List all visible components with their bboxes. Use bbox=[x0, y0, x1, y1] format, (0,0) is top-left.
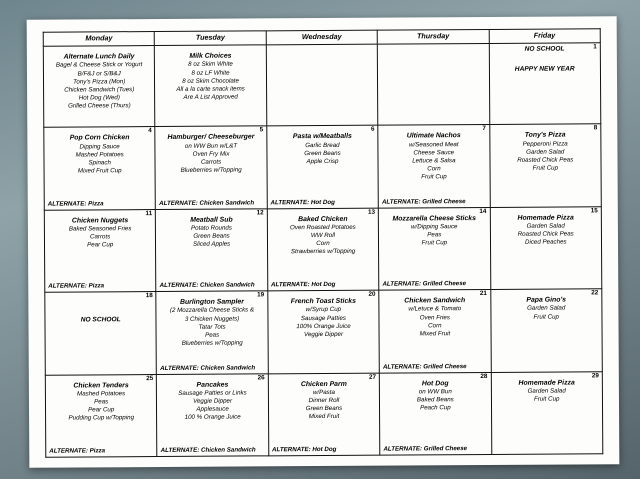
entree-title: Chicken Tenders bbox=[73, 381, 129, 390]
day-number: 5 bbox=[259, 126, 264, 134]
menu-line: Garden Salad bbox=[527, 387, 566, 395]
menu-line: NO SCHOOL bbox=[80, 316, 121, 324]
day-cell-content bbox=[380, 372, 491, 454]
alternate-note: ALTERNATE: Grilled Cheese bbox=[382, 280, 467, 288]
menu-line: Blueberries w/Topping bbox=[181, 339, 243, 347]
day-header-thursday: Thursday bbox=[377, 29, 488, 44]
menu-line: Baked Seasoned Fries bbox=[68, 225, 132, 233]
entree-title: Ultimate Nachos bbox=[406, 132, 461, 140]
day-number: 8 bbox=[593, 124, 598, 132]
day-cell-content bbox=[378, 44, 489, 125]
alternate-note: ALTERNATE: Pizza bbox=[48, 282, 105, 290]
day-cell-content bbox=[156, 209, 267, 291]
menu-line: w/Letuce & Tomato bbox=[408, 305, 462, 313]
entree-title: Homemade Pizza bbox=[518, 378, 575, 387]
calendar-day-cell bbox=[491, 371, 603, 454]
alternate-note: ALTERNATE: Chicken Sandwich bbox=[160, 446, 256, 454]
menu-items bbox=[46, 61, 153, 110]
menu-line: Chicken Sandwich (Tues) bbox=[64, 85, 135, 94]
day-cell-content bbox=[156, 127, 267, 209]
entree-title: Burlington Sampler bbox=[179, 298, 244, 306]
calendar-sheet bbox=[43, 28, 604, 457]
menu-line: Fruit Cup bbox=[533, 313, 559, 321]
menu-line: Carrots bbox=[89, 233, 111, 241]
menu-line: Oven Fry Mix bbox=[192, 150, 230, 158]
menu-line: Tony's Pizza (Mon) bbox=[73, 77, 126, 86]
entree-title: Milk Choices bbox=[189, 52, 232, 60]
menu-items bbox=[48, 390, 155, 423]
menu-items bbox=[271, 389, 378, 422]
menu-line: WW Roll bbox=[310, 232, 335, 240]
entree-title: Hot Dog bbox=[421, 379, 449, 387]
menu-items bbox=[269, 141, 376, 166]
menu-line: NO SCHOOL bbox=[524, 45, 565, 53]
calendar-day-cell bbox=[43, 46, 155, 128]
menu-line: Sausage Patties bbox=[300, 314, 346, 322]
calendar-week-row bbox=[43, 43, 600, 128]
menu-line: Green Beans bbox=[305, 404, 343, 413]
entree-title: Mozzarella Cheese Sticks bbox=[392, 214, 476, 223]
menu-line: Garden Salad bbox=[526, 148, 565, 156]
menu-line: Pear Cup bbox=[87, 241, 114, 249]
menu-line: Bagel & Cheese Stick or Yogurt bbox=[55, 61, 143, 70]
day-number: 1 bbox=[593, 43, 597, 51]
day-number: 26 bbox=[257, 373, 265, 381]
day-number: 7 bbox=[482, 125, 486, 133]
menu-line: Pear Cup bbox=[88, 406, 115, 414]
alternate-note: ALTERNATE: Hot Dog bbox=[272, 445, 337, 454]
day-cell-content bbox=[379, 290, 490, 372]
day-header-monday: Monday bbox=[43, 32, 154, 47]
calendar-day-cell bbox=[378, 207, 490, 290]
menu-line: Mixed Fruit bbox=[419, 329, 451, 338]
menu-line: Blueberries w/Topping bbox=[180, 166, 242, 174]
entree-title: Pop Corn Chicken bbox=[69, 134, 130, 142]
menu-line: Mashed Potatoes bbox=[75, 150, 124, 159]
menu-line: Peas bbox=[427, 231, 442, 239]
menu-items bbox=[492, 222, 599, 247]
menu-items bbox=[47, 225, 154, 250]
day-number: 19 bbox=[257, 291, 265, 299]
calendar-day-cell bbox=[490, 206, 602, 289]
day-header-friday: Friday bbox=[489, 29, 601, 44]
menu-line: Oven Fries bbox=[419, 313, 450, 321]
day-number: 29 bbox=[591, 371, 599, 379]
day-cell-content bbox=[378, 125, 489, 207]
day-cell-content bbox=[268, 291, 379, 373]
alternate-note: ALTERNATE: Hot Dog bbox=[271, 280, 336, 289]
menu-line: All a la carte snack items bbox=[176, 85, 245, 93]
day-cell-content bbox=[157, 291, 268, 373]
menu-line bbox=[491, 54, 597, 65]
alternate-note: ALTERNATE: Pizza bbox=[47, 199, 104, 208]
menu-items bbox=[492, 140, 599, 173]
menu-items bbox=[270, 224, 377, 257]
calendar-day-cell bbox=[378, 125, 490, 208]
calendar-day-cell bbox=[155, 45, 267, 127]
menu-line: Peach Cup bbox=[420, 404, 451, 412]
menu-line: Mixed Fruit Cup bbox=[77, 167, 122, 175]
day-cell-content bbox=[45, 292, 156, 374]
menu-line: Baked Beans bbox=[416, 396, 454, 404]
calendar-day-cell bbox=[490, 289, 602, 372]
calendar-day-cell bbox=[267, 125, 379, 208]
calendar-day-cell bbox=[155, 126, 267, 209]
day-number: 13 bbox=[367, 208, 376, 216]
menu-line: Strawberries w/Topping bbox=[290, 248, 356, 256]
menu-line: Fruit Cup bbox=[421, 239, 448, 247]
day-cell-content bbox=[45, 210, 156, 292]
entree-title: Homemade Pizza bbox=[517, 214, 574, 222]
day-cell-content bbox=[491, 372, 602, 454]
menu-line: w/Dipping Sauce bbox=[411, 223, 458, 231]
day-cell-content bbox=[489, 43, 600, 124]
entree-title: Meatball Sub bbox=[190, 216, 233, 224]
day-number: 28 bbox=[480, 372, 488, 380]
calendar-day-cell bbox=[379, 372, 491, 455]
menu-line: Corn bbox=[427, 165, 441, 173]
menu-line: Carrots bbox=[200, 158, 222, 166]
calendar-day-cell bbox=[44, 127, 156, 210]
menu-line: Veggie Dipper bbox=[304, 330, 344, 338]
menu-line: B/F&J or S/B&J bbox=[77, 69, 121, 77]
menu-line: w/Syrup Cup bbox=[305, 306, 342, 314]
day-cell-content bbox=[268, 208, 379, 290]
day-cell-content bbox=[491, 289, 602, 371]
calendar-day-cell bbox=[45, 374, 157, 457]
calendar-day-cell bbox=[266, 44, 378, 126]
menu-line: Pepperoni Pizza bbox=[522, 140, 568, 148]
day-cell-content bbox=[155, 45, 266, 126]
menu-line: Grilled Cheese (Thurs) bbox=[68, 102, 131, 110]
menu-line: Applesauce bbox=[196, 405, 229, 413]
day-cell-content bbox=[269, 373, 380, 455]
menu-line: w/Seasoned Meat bbox=[408, 140, 459, 149]
calendar-day-cell bbox=[45, 292, 157, 375]
day-number: 18 bbox=[145, 292, 153, 300]
calendar-day-cell bbox=[267, 208, 379, 291]
calendar-day-cell bbox=[268, 373, 380, 456]
calendar-day-cell bbox=[379, 290, 491, 373]
menu-line: Dinner Roll bbox=[308, 396, 340, 405]
menu-items bbox=[158, 142, 265, 175]
day-number: 22 bbox=[591, 289, 599, 297]
day-number: 15 bbox=[590, 206, 598, 214]
menu-line: 8 oz Skim Chocolate bbox=[182, 77, 239, 85]
day-number: 25 bbox=[146, 374, 154, 382]
day-number: 12 bbox=[256, 208, 264, 217]
menu-line: (2 Mozzarella Cheese Sticks & bbox=[169, 306, 255, 315]
menu-line: Garden Salad bbox=[526, 222, 565, 230]
menu-line: on WW Bun w/L&T bbox=[184, 142, 238, 150]
menu-line: Roasted Chick Peas bbox=[517, 230, 574, 238]
day-header-tuesday: Tuesday bbox=[155, 31, 266, 46]
entree-title: Pasta w/Meatballs bbox=[292, 133, 352, 141]
alternate-note: ALTERNATE: Grilled Cheese bbox=[382, 362, 467, 371]
menu-line: Tatar Tots bbox=[198, 323, 226, 331]
menu-items bbox=[270, 306, 377, 339]
menu-items bbox=[159, 307, 266, 348]
menu-line: 100 % Orange Juice bbox=[184, 413, 241, 422]
menu-items bbox=[382, 388, 489, 413]
menu-line: 100% Orange Juice bbox=[296, 322, 351, 330]
menu-line: Dipping Sauce bbox=[79, 142, 120, 151]
calendar-week-row bbox=[45, 289, 602, 375]
menu-line: on WW Bun bbox=[418, 388, 452, 396]
menu-line: w/Pasta bbox=[312, 388, 335, 396]
calendar-day-cell bbox=[489, 124, 601, 207]
calendar-day-cell bbox=[489, 43, 601, 125]
entree-title: French Toast Sticks bbox=[290, 297, 356, 306]
menu-line: Veggie Dipper bbox=[193, 397, 233, 405]
alternate-note: ALTERNATE: Chicken Sandwich bbox=[160, 363, 256, 372]
menu-line: Green Beans bbox=[193, 232, 230, 240]
menu-line: Are A List Approved bbox=[183, 93, 238, 101]
menu-line: Roasted Chick Peas bbox=[517, 156, 574, 164]
menu-line: 8 oz Skim White bbox=[188, 60, 233, 69]
menu-line: Corn bbox=[316, 240, 330, 248]
menu-line: Mashed Potatoes bbox=[77, 390, 126, 398]
menu-line: Potato Rounds bbox=[191, 224, 232, 232]
calendar-day-cell bbox=[156, 291, 268, 374]
menu-items bbox=[381, 141, 488, 182]
menu-line: 8 oz LF White bbox=[191, 69, 230, 77]
day-number: 4 bbox=[148, 127, 152, 135]
menu-line: Lettuce & Salsa bbox=[412, 156, 456, 165]
lunch-menu-calendar bbox=[43, 28, 604, 457]
day-cell-content bbox=[46, 375, 157, 457]
calendar-week-row bbox=[44, 124, 601, 210]
alternate-note: ALTERNATE: Chicken Sandwich bbox=[159, 199, 255, 207]
no-school-note bbox=[491, 44, 598, 75]
menu-line: Green Beans bbox=[304, 149, 341, 157]
menu-line: Peas bbox=[94, 398, 109, 406]
day-number: 14 bbox=[479, 207, 487, 215]
day-cell-content bbox=[490, 124, 601, 206]
entree-title: Chicken Nuggets bbox=[71, 216, 129, 225]
menu-items bbox=[158, 224, 265, 249]
menu-items bbox=[157, 61, 264, 102]
menu-paper bbox=[27, 16, 620, 468]
day-cell-content bbox=[157, 374, 268, 456]
menu-items bbox=[493, 387, 600, 404]
menu-line: Diced Peaches bbox=[524, 238, 567, 246]
menu-line: Mixed Fruit bbox=[308, 413, 340, 421]
calendar-day-cell bbox=[44, 209, 156, 292]
menu-line: Garlic Bread bbox=[305, 141, 340, 149]
alternate-note: ALTERNATE: Chicken Sandwich bbox=[159, 281, 255, 290]
day-cell-content bbox=[267, 126, 378, 208]
day-cell-content bbox=[44, 46, 155, 127]
menu-line: Hot Dog (Wed) bbox=[78, 94, 120, 102]
menu-items bbox=[381, 223, 488, 248]
menu-line: Peas bbox=[205, 331, 220, 339]
alternate-note: ALTERNATE: Grilled Cheese bbox=[383, 445, 468, 453]
day-cell-content bbox=[379, 208, 490, 290]
entree-title: Tony's Pizza bbox=[524, 131, 566, 139]
day-number: 20 bbox=[368, 290, 376, 298]
entree-title: Baked Chicken bbox=[298, 215, 348, 223]
calendar-body bbox=[43, 43, 603, 457]
entree-title: Papa Gino's bbox=[526, 296, 566, 304]
alternate-note: ALTERNATE: Hot Dog bbox=[270, 198, 335, 206]
day-cell-content bbox=[44, 127, 155, 209]
entree-title: Alternate Lunch Daily bbox=[63, 53, 135, 61]
calendar-day-cell bbox=[156, 208, 268, 291]
menu-line: Sausage Patties or Links bbox=[178, 389, 247, 397]
calendar-day-cell bbox=[268, 290, 380, 373]
menu-items bbox=[46, 143, 153, 176]
calendar-week-row bbox=[44, 206, 601, 292]
menu-line: Garden Salad bbox=[527, 304, 566, 313]
day-cell-content bbox=[490, 207, 601, 289]
alternate-note: ALTERNATE: Grilled Cheese bbox=[381, 197, 466, 206]
menu-line: Fruit Cup bbox=[532, 164, 559, 172]
menu-line: Corn bbox=[428, 321, 442, 330]
day-header-wednesday: Wednesday bbox=[266, 30, 377, 45]
calendar-day-cell bbox=[377, 43, 489, 125]
menu-line: Cheese Sauce bbox=[413, 148, 455, 157]
entree-title: Chicken Sandwich bbox=[404, 297, 466, 305]
day-number: 6 bbox=[370, 125, 375, 133]
calendar-day-cell bbox=[157, 373, 269, 456]
menu-line: Sliced Apples bbox=[192, 240, 231, 249]
menu-items bbox=[382, 305, 489, 338]
menu-line: 3 Chicken Nuggets) bbox=[184, 315, 240, 323]
no-school-note bbox=[47, 315, 153, 326]
alternate-note: ALTERNATE: Pizza bbox=[49, 447, 106, 455]
menu-line: HAPPY NEW YEAR bbox=[514, 65, 575, 73]
entree-title: Pancakes bbox=[196, 381, 229, 389]
menu-line: Pudding Cup w/Topping bbox=[68, 414, 135, 422]
menu-line: Oven Roasted Potatoes bbox=[290, 223, 356, 232]
menu-line: Spinach bbox=[88, 159, 111, 167]
entree-title: Chicken Parm bbox=[300, 380, 347, 388]
day-number: 21 bbox=[479, 290, 487, 298]
menu-line: Fruit Cup bbox=[533, 395, 560, 403]
calendar-week-row bbox=[45, 371, 602, 457]
day-number: 11 bbox=[145, 209, 153, 217]
entree-title: Hamburger/ Cheeseburger bbox=[167, 133, 255, 142]
menu-line: Apple Crisp bbox=[306, 157, 339, 165]
day-cell-content bbox=[267, 45, 378, 126]
menu-line: Fruit Cup bbox=[421, 173, 447, 181]
day-number: 27 bbox=[368, 373, 377, 381]
menu-items bbox=[159, 389, 266, 422]
menu-items bbox=[493, 305, 600, 322]
